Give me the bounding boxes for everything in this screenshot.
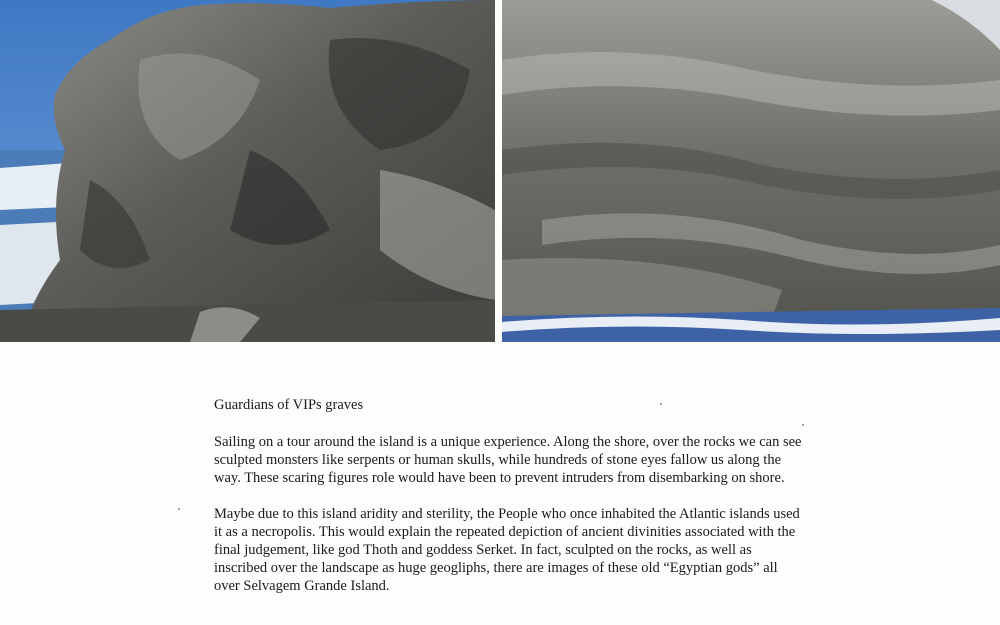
rock-formation-left-photo [0, 0, 495, 342]
scan-speck [178, 508, 180, 510]
document-heading: Guardians of VIPs graves [214, 397, 364, 413]
rock-formation-right-photo [502, 0, 1000, 342]
paragraph-1: Sailing on a tour around the island is a unique experience. Along the shore, over the rocks we can see sculpted monsters like serpents or human skulls, while hundreds of stone eyes fallow us along the way. These scaring figures role would have been to prevent intruders from disembarking on shore. [214, 434, 802, 486]
document-text [214, 396, 804, 613]
paragraph-2: Maybe due to this island aridity and sterility, the People who once inhabited the Atlantic islands used it as a necropolis. This would explain the repeated depiction of ancient divinities associated with the final judgement, like god Thoth and goddess Serket. In fact, sculpted on the rocks, as well as inscribed over the landscape as huge geogliphs, there are images of these old “Egyptian gods” all over Selvagem Grande Island. [214, 506, 800, 594]
